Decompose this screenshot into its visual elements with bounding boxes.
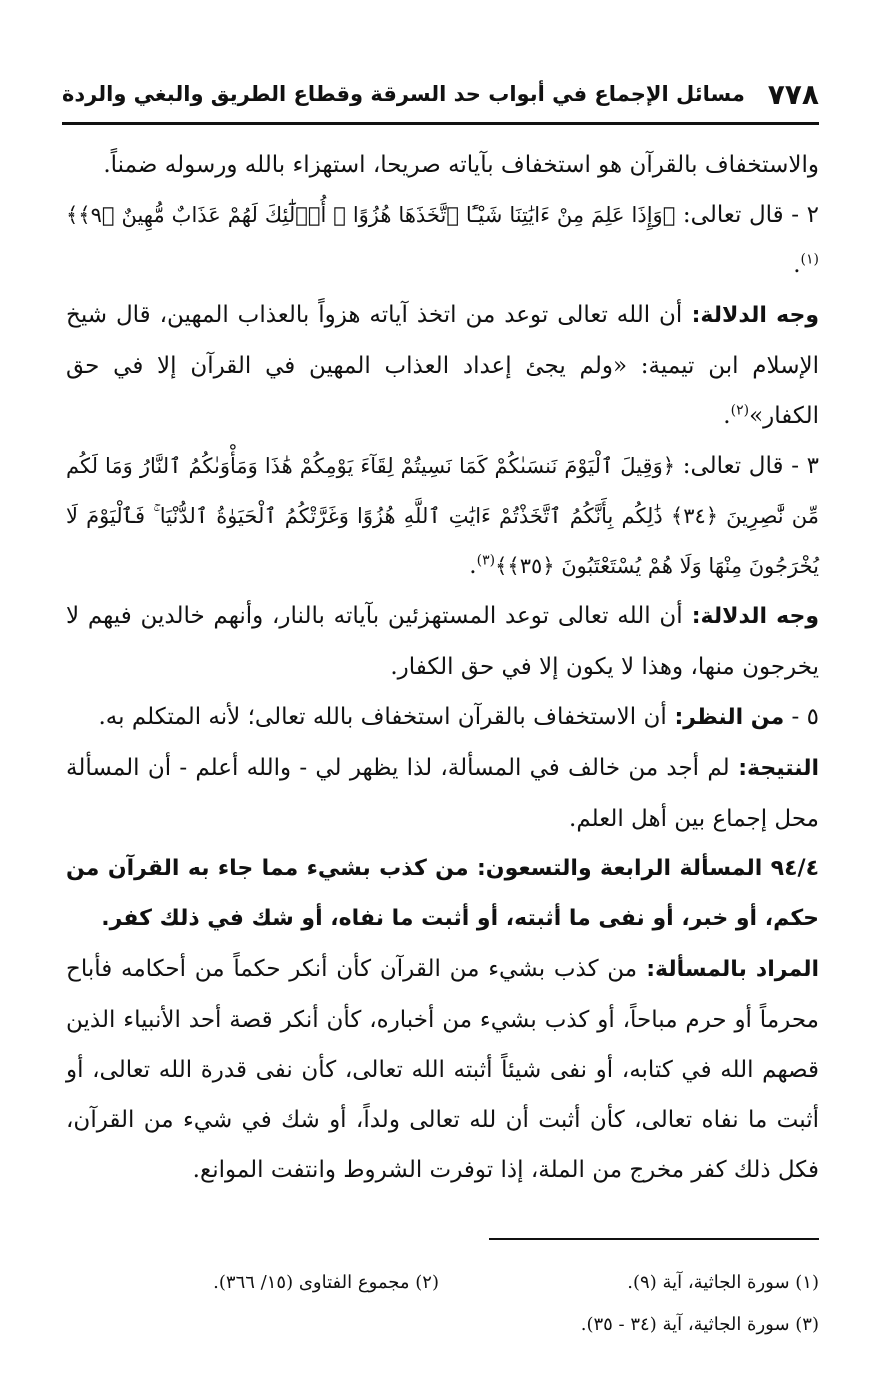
paragraph-indication-2 xyxy=(66,591,819,692)
page-header xyxy=(62,70,819,125)
running-title: مسائل الإجماع في أبواب حد السرقة وقطاع الطريق والبغي والردة xyxy=(62,82,745,106)
paragraph-result xyxy=(66,743,819,844)
indication-label: وجه الدلالة: xyxy=(682,604,819,629)
footnote-3: (٣) سورة الجاثية، آية (٣٤ - ٣٥). xyxy=(580,1314,819,1335)
footnote-2: (٢) مجموع الفتاوى (١٥/ ٣٦٦). xyxy=(213,1272,439,1293)
footnote-row xyxy=(66,1304,819,1346)
meaning-label: المراد بالمسألة: xyxy=(637,957,819,982)
evidence-label: ٣ - قال تعالى: xyxy=(675,453,819,479)
paragraph-meaning xyxy=(66,944,819,1195)
indication-text: أن الله تعالى توعد المستهزئين بآياته بالنار، وأنهم خالدين فيهم لا يخرجون منها، وهذا لا يكون إلا في حق الكفار. xyxy=(66,603,819,680)
evidence-label: ٥ - xyxy=(784,704,819,730)
footnotes xyxy=(66,1262,819,1346)
result-label: النتيجة: xyxy=(729,756,819,781)
paragraph-evidence-2: ٢ - قال تعالى: ﴿وَإِذَا عَلِمَ مِنْ ءَايَٰتِنَا شَيْـًٔا ٱتَّخَذَهَا هُزُوًا ۚ أُو۟لَٰٓئِكَ لَهُمْ عَذَابٌ مُّهِينٌ ﴿٩﴾﴾$^{(١)}$. xyxy=(66,202,819,278)
footnote-divider xyxy=(489,1238,819,1240)
footnote-row xyxy=(66,1262,819,1304)
quran-verse: ﴿وَإِذَا عَلِمَ مِنْ ءَايَٰتِنَا شَيْـًٔا ٱتَّخَذَهَا هُزُوًا ۚ أُو۟لَٰٓئِكَ لَهُمْ عَذَابٌ مُّهِينٌ ﴿٩﴾﴾ xyxy=(66,203,676,227)
result-text: لم أجد من خالف في المسألة، لذا يظهر لي - والله أعلم - أن المسألة محل إجماع بين أهل العلم. xyxy=(66,755,819,832)
reasoning-text: أن الاستخفاف بالقرآن استخفاف بالله تعالى؛ لأنه المتكلم به. xyxy=(98,704,667,730)
paragraph-indication-1 xyxy=(66,290,819,441)
indication-label: وجه الدلالة: xyxy=(682,303,820,328)
body-text xyxy=(66,140,819,1195)
footnote-ref: (٢) xyxy=(730,402,750,419)
footnote-1: (١) سورة الجاثية، آية (٩). xyxy=(627,1272,819,1293)
section-heading: ٩٤/٤ المسألة الرابعة والتسعون: من كذب بشيء مما جاء به القرآن من حكم، أو خبر، أو نفى ما أثبته، أو أثبت ما نفاه، أو شك في ذلك كفر. xyxy=(66,856,819,931)
footnote-ref: (١) xyxy=(800,251,819,268)
page-number: ٧٧٨ xyxy=(767,78,819,111)
period: . xyxy=(723,403,731,429)
paragraph-intro xyxy=(66,140,819,190)
intro-text: والاستخفاف بالقرآن هو استخفاف بآياته صريحا، استهزاء بالله ورسوله ضمناً. xyxy=(103,152,819,178)
evidence-label: ٢ - قال تعالى: xyxy=(675,202,819,228)
paragraph-reasoning xyxy=(66,692,819,743)
indication-text: أن الله تعالى توعد من اتخذ آياته هزواً بالعذاب المهين، قال شيخ الإسلام ابن تيمية: «ولم يجئ إعداد العذاب المهين في القرآن إلا في حق الكفار» xyxy=(66,302,819,429)
reasoning-label: من النظر: xyxy=(666,705,785,730)
footnote-ref: (٣) xyxy=(476,552,496,569)
paragraph-evidence-3: ٣ - قال تعالى: ﴿وَقِيلَ ٱلْيَوْمَ نَنسَىٰكُمْ كَمَا نَسِيتُمْ لِقَآءَ يَوْمِكُمْ هَٰذَا وَمَأْوَىٰكُمُ ٱلنَّارُ وَمَا لَكُم مِّن نَّٰصِرِينَ ﴿٣٤﴾ ذَٰلِكُم بِأَنَّكُمُ ٱتَّخَذْتُمْ ءَايَٰتِ ٱللَّهِ هُزُوًا وَغَرَّتْكُمُ ٱلْحَيَوٰةُ ٱلدُّنْيَا ۚ فَٱلْيَوْمَ لَا يُخْرَجُونَ مِنْهَا وَلَا هُمْ يُسْتَعْتَبُونَ ﴿٣٥﴾﴾$^{(٣)}$. xyxy=(66,453,819,579)
meaning-text: من كذب بشيء من القرآن كأن أنكر حكماً من أحكامه فأباح محرماً أو حرم مباحاً، أو كذب بشيء من أخباره، كأن أنكر قصة أحد الأنبياء الذين قصهم الله في كتابه، أو نفى شيئاً أثبته الله تعالى، كأن نفى قدرة الله تعالى، أو أثبت ما نفاه تعالى، كأن أثبت أن لله تعالى ولداً، أو شك في شيء من القرآن، فكل ذلك كفر مخرج من الملة، إذا توفرت الشروط وانتفت الموانع. xyxy=(66,956,819,1183)
quran-verse: ﴿وَقِيلَ ٱلْيَوْمَ نَنسَىٰكُمْ كَمَا نَسِيتُمْ لِقَآءَ يَوْمِكُمْ هَٰذَا وَمَأْوَىٰكُمُ ٱلنَّارُ وَمَا لَكُم مِّن نَّٰصِرِينَ ﴿٣٤﴾ ذَٰلِكُم بِأَنَّكُمُ ٱتَّخَذْتُمْ ءَايَٰتِ ٱللَّهِ هُزُوًا وَغَرَّتْكُمُ ٱلْحَيَوٰةُ ٱلدُّنْيَا ۚ فَٱلْيَوْمَ لَا يُخْرَجُونَ مِنْهَا وَلَا هُمْ يُسْتَعْتَبُونَ ﴿٣٥﴾﴾ xyxy=(66,454,819,578)
